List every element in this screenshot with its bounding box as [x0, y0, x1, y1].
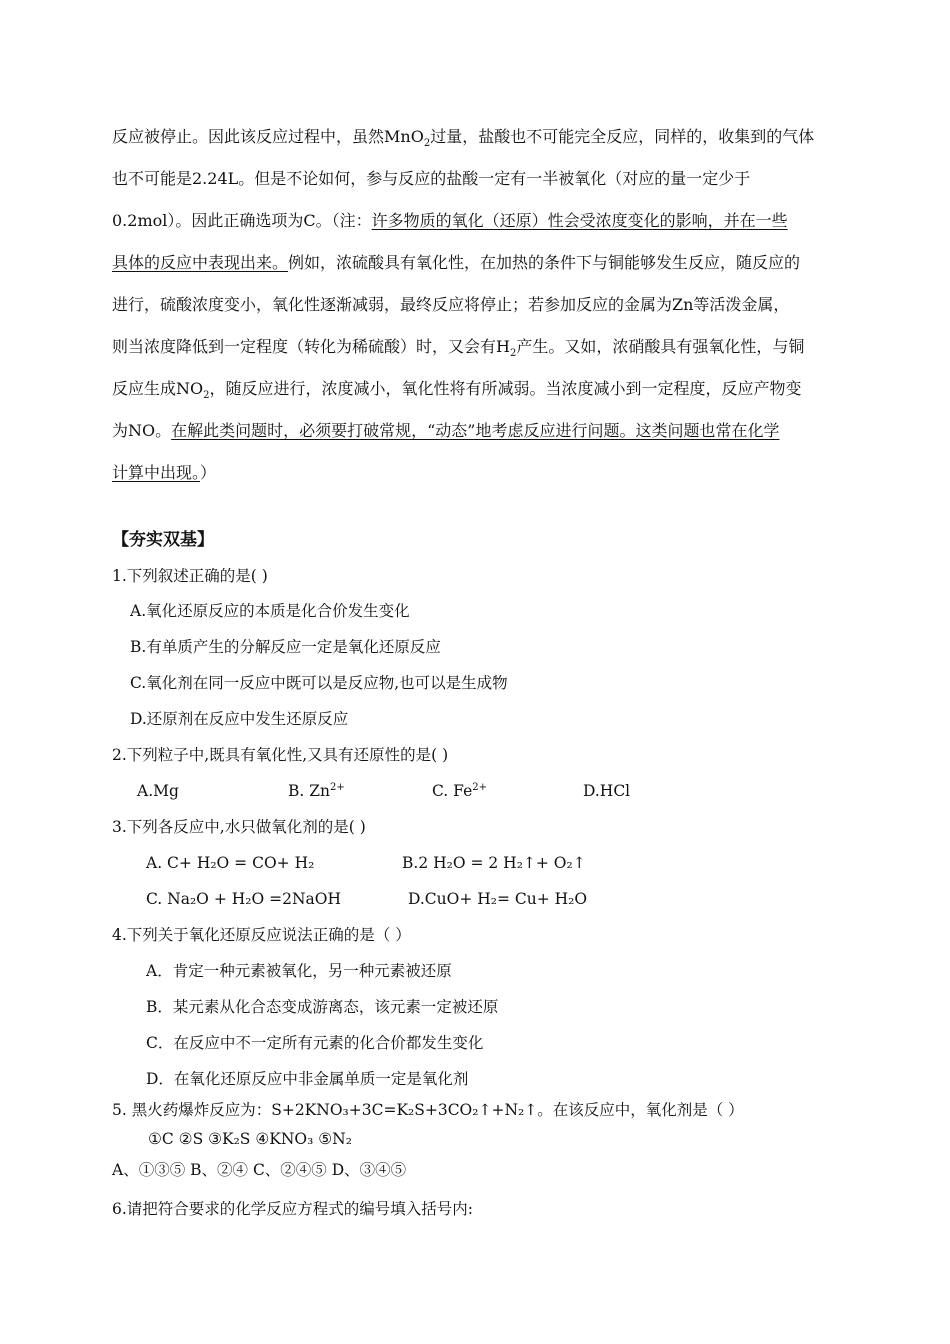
question-6-stem: 6.请把符合要求的化学反应方程式的编号填入括号内: [112, 1200, 474, 1218]
question-5-items: ①C ②S ③K₂S ④KNO₃ ⑤N₂ [148, 1130, 352, 1148]
underlined-text: 在解此类问题时，必须要打破常规，“动态”地考虑反应进行问题。这类问题也常在化学 [171, 421, 780, 440]
question-3-option-a: A. C+ H₂O = CO+ H₂ [146, 854, 315, 872]
text: 为NO。 [112, 421, 172, 440]
question-5-options: A、①③⑤ B、②④ C、②④⑤ D、③④⑤ [112, 1161, 407, 1179]
question-2-option-a: A.Mg [137, 782, 179, 800]
explanation-line-9 [112, 463, 216, 483]
question-4-option-d: D．在氧化还原反应中非金属单质一定是氧化剂 [146, 1070, 469, 1088]
explanation-line-6 [112, 337, 805, 360]
superscript: 2+ [472, 781, 487, 793]
explanation-line-7 [112, 379, 802, 402]
explanation-line-1 [112, 127, 815, 150]
subscript: 2 [509, 348, 517, 360]
question-5-stem: 5. 黑火药爆炸反应为：S+2KNO₃+3C=K₂S+3CO₂↑+N₂↑。在该反应中，氧化剂是（ ） [112, 1101, 744, 1119]
explanation-line-3 [112, 211, 788, 231]
text: ，随反应进行，浓度减小，氧化性将有所减弱。当浓度减小到一定程度，反应产物变 [209, 379, 802, 398]
subscript: 2 [203, 390, 210, 402]
question-4-option-c: C．在反应中不一定所有元素的化合价都发生变化 [146, 1034, 484, 1052]
question-4-stem: 4.下列关于氧化还原反应说法正确的是（ ） [112, 926, 411, 944]
question-3-option-d: D.CuO+ H₂= Cu+ H₂O [408, 890, 588, 908]
text: 则当浓度降低到一定程度（转化为稀硫酸）时，又会有H [112, 337, 510, 356]
question-2-option-c [432, 781, 487, 801]
question-4-option-a: A．肯定一种元素被氧化，另一种元素被还原 [146, 962, 452, 980]
text: 产生。又如，浓硝酸具有强氧化性，与铜 [516, 337, 805, 356]
superscript: 2+ [330, 781, 345, 793]
explanation-line-8 [112, 421, 780, 441]
underlined-text: 具体的反应中表现出来。 [112, 253, 289, 272]
subscript: 2 [423, 138, 431, 150]
question-2-stem: 2.下列粒子中,既具有氧化性,又具有还原性的是( ) [112, 746, 449, 764]
question-1-stem: 1.下列叙述正确的是( ) [112, 567, 268, 585]
question-3-option-c: C. Na₂O + H₂O =2NaOH [146, 890, 341, 908]
text: B. Zn [288, 782, 330, 800]
explanation-line-4 [112, 253, 800, 273]
text: 反应生成NO [112, 379, 204, 398]
question-3-stem: 3.下列各反应中,水只做氧化剂的是( ) [112, 818, 366, 836]
text: C. Fe [432, 782, 473, 800]
question-4-option-b: B．某元素从化合态变成游离态，该元素一定被还原 [146, 998, 499, 1016]
text: 例如，浓硫酸具有氧化性，在加热的条件下与铜能够发生反应，随反应的 [288, 253, 801, 272]
question-1-option-d: D.还原剂在反应中发生还原反应 [130, 710, 349, 728]
underlined-text: 计算中出现。 [112, 463, 201, 482]
text: 过量，盐酸也不可能完全反应，同样的，收集到的气体 [430, 127, 815, 146]
question-3-option-b: B.2 H₂O = 2 H₂↑+ O₂↑ [402, 854, 586, 872]
question-1-option-c: C.氧化剂在同一反应中既可以是反应物,也可以是生成物 [130, 674, 508, 692]
question-2-option-b [288, 781, 345, 801]
text: ） [200, 463, 217, 482]
explanation-line-2: 也不可能是2.24L。但是不论如何，参与反应的盐酸一定有一半被氧化（对应的量一定少于 [112, 169, 751, 188]
text: 0.2mol）。因此正确选项为C。（注： [112, 211, 372, 230]
question-2-option-d: D.HCl [583, 782, 631, 800]
question-1-option-b: B.有单质产生的分解反应一定是氧化还原反应 [130, 638, 441, 656]
underlined-text: 许多物质的氧化（还原）性会受浓度变化的影响，并在一些 [371, 211, 788, 230]
text: 反应被停止。因此该反应过程中，虽然MnO [112, 127, 424, 146]
section-title: 【夯实双基】 [112, 530, 214, 550]
explanation-line-5: 进行，硫酸浓度变小，氧化性逐渐减弱，最终反应将停止；若参加反应的金属为Zn等活泼金属， [112, 295, 790, 314]
question-1-option-a: A.氧化还原反应的本质是化合价发生变化 [130, 602, 410, 620]
